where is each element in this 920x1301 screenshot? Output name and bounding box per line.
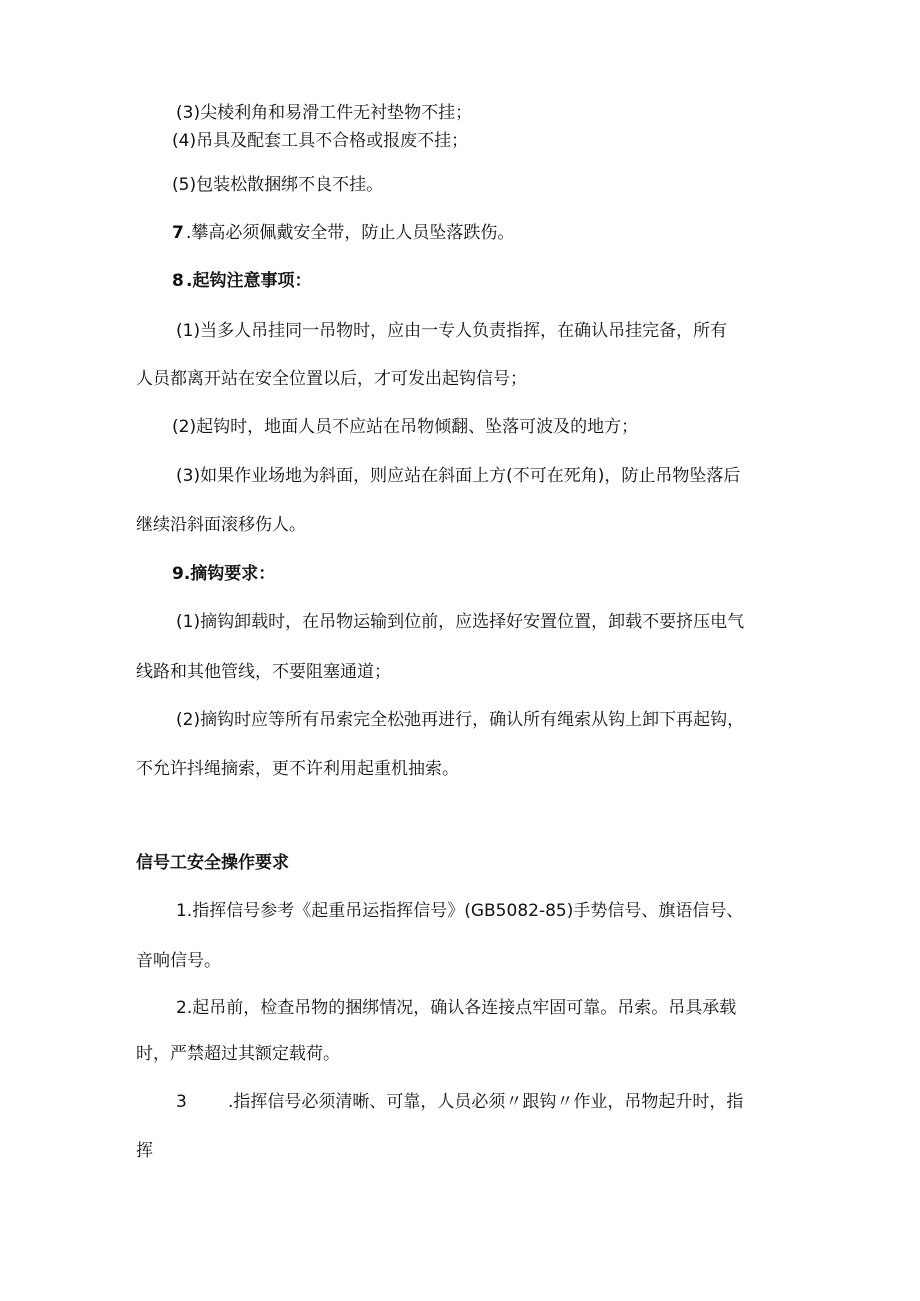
item-3-number: 3 [176, 1092, 187, 1112]
text-line-6: (1)当多人吊挂同一吊物时，应由一专人负责指挥，在确认吊挂完备，所有 [176, 321, 728, 341]
text-line-7: 人员都离开站在安全位置以后，才可发出起钩信号； [136, 369, 527, 389]
item-9-heading: 9.摘钩要求： [172, 564, 276, 584]
text-line-20: 时，严禁超过其额定载荷。 [136, 1044, 340, 1064]
text-line-9: (3)如果作业场地为斜面，则应站在斜面上方(不可在死角)，防止吊物坠落后 [176, 466, 741, 486]
text-line-22: 挥 [136, 1141, 153, 1161]
text-line-2: (4)吊具及配套工具不合格或报废不挂； [172, 131, 469, 151]
item-8-number: 8 [172, 271, 184, 291]
text-line-13: 线路和其他管线，不要阻塞通道； [136, 662, 391, 682]
text-line-10: 继续沿斜面滚移伤人。 [136, 515, 306, 535]
item-7-number: 7 [172, 223, 184, 243]
text-line-18: 音响信号。 [136, 951, 221, 971]
item-8-heading: .起钩注意事项： [186, 271, 312, 291]
item-7-text: .攀高必须佩戴安全带，防止人员坠落跌伤。 [186, 223, 515, 243]
item-3-text: .指挥信号必须清晰、可靠，人员必须〃跟钩〃作业，吊物起升时，指 [228, 1092, 744, 1112]
text-line-3: (5)包装松散捆绑不良不挂。 [172, 175, 384, 195]
text-line-14: (2)摘钩时应等所有吊索完全松弛再进行，确认所有绳索从钩上卸下再起钩， [176, 710, 745, 730]
text-line-19: 2.起吊前，检查吊物的捆绑情况，确认各连接点牢固可靠。吊索。吊具承载 [176, 998, 737, 1018]
section-title: 信号工安全操作要求 [136, 853, 289, 873]
text-line-1: (3)尖棱利角和易滑工件无衬垫物不挂； [176, 103, 473, 123]
text-line-15: 不允许抖绳摘索，更不许利用起重机抽索。 [136, 759, 459, 779]
text-line-8: (2)起钩时，地面人员不应站在吊物倾翻、坠落可波及的地方； [172, 417, 639, 437]
text-line-17: 1.指挥信号参考《起重吊运指挥信号》(GB5082-85)手势信号、旗语信号、 [176, 901, 744, 921]
text-line-12: (1)摘钩卸载时，在吊物运输到位前，应选择好安置位置，卸载不要挤压电气 [176, 612, 745, 632]
